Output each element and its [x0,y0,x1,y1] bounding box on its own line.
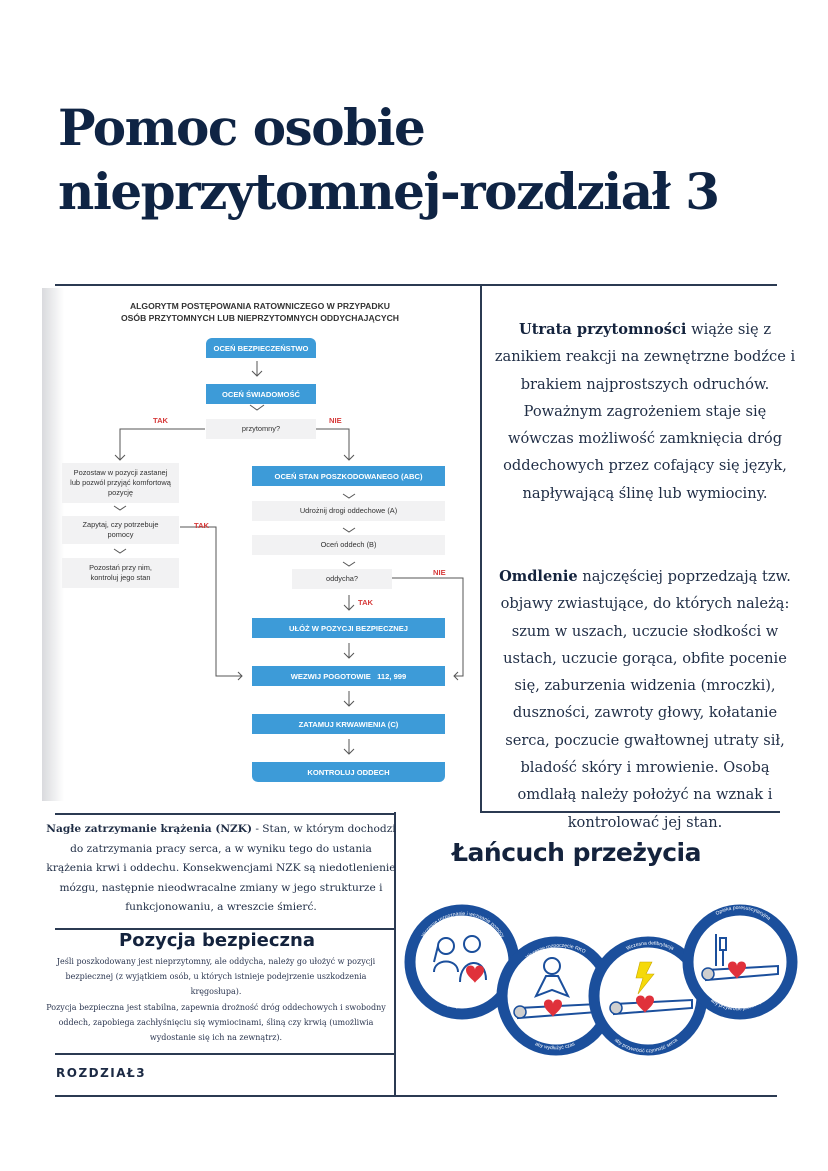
arrow-down-icon [344,691,354,706]
label-no: NIE [329,416,342,425]
unconsciousness-text: wiąże się z zanikiem reakcji na zewnętrzne bodźce i brakiem najprostszych odruchów. Poważnym zagrożeniem staje się wówczas możliwość zamknięcia dróg oddechowych przez cofający się język, napływającą ślinę lub wymiociny. [494,321,796,502]
step-assess-breathing: Oceń oddech (B) [252,535,445,555]
step-open-airway: Udrożnij drogi oddechowe (A) [252,501,445,521]
flowchart-title-line2: OSÓB PRZYTOMNYCH LUB NIEPRZYTOMNYCH ODDYCHAJĄCYCH [120,313,400,323]
flowchart-title-line1: ALGORYTM POSTĘPOWANIA RATOWNICZEGO W PRZYPADKU [129,301,391,311]
rescue-algorithm-flowchart [42,288,478,801]
chain-link-4-top-label: Opieka poresuscytacyjna [714,905,772,922]
page-title-line2: nieprzytomnej-rozdział 3 [58,162,719,221]
page-title-line1: Pomoc osobie [58,98,425,157]
recovery-position-text [46,954,386,1045]
recovery-position-heading: Pozycja bezpieczna [119,930,315,951]
nzk-text: - Stan, w którym dochodzi do zatrzymania pracy serca, a w wyniku tego do ustania krążenia krwi i oddechu. Konsekwencjami NZK są niedotlenienie mózgu, następnie nieodwracalne zmiany w jego strukturze i funkcjonowaniu, a wreszcie śmierć. [46,823,396,913]
left-step-ask-help: Zapytaj, czy potrzebuje pomocy [62,516,179,544]
divider-position-bottom [55,1053,395,1055]
step-assess-abc: OCEŃ STAN POSZKODOWANEGO (ABC) [252,466,445,486]
arrow-down-icon [344,595,354,610]
arrow-down-icon [344,739,354,754]
label-yes: TAK [194,521,210,530]
chain-link-4 [688,905,792,1014]
chevron-down-icon [343,494,355,498]
chapter-label: ROZDZIAŁ3 [56,1066,147,1080]
divider-bottom [55,1095,777,1097]
chain-link-4-bottom-label: aby przywrócić jakość życia [709,994,769,1013]
chevron-down-icon [114,506,126,510]
fainting-paragraph [492,563,798,836]
chain-link-3-top-label: Wczesna defibrylacja [625,940,675,952]
recovery-position-para2: Pozycja bezpieczna jest stabilna, zapewnia drożność dróg oddechowych i swobodny oddech, zapobiega zachłyśnięciu się wymiocinami, śliną czy krwią (umożliwia wydostanie się ich na zewnątrz). [46,1002,386,1043]
left-step-keep-position: Pozostaw w pozycji zastanej lub pozwól przyjąć komfortową pozycję [62,463,179,503]
head-icon [610,1002,622,1014]
step-monitor-breathing: KONTROLUJ ODDECH [252,762,445,782]
step-recovery-position: UŁÓŻ W POZYCJI BEZPIECZNEJ [252,618,445,638]
divider-left-under-flow [55,813,395,815]
fainting-text: najczęściej poprzedzają tzw. objawy zwiastujące, do których należą: szum w uszach, uczucie słodkości w ustach, uczucie gorąca, obfite pocenie się, zaburzenia widzenia (mroczki), duszności, zawroty głowy, kołatanie serca, poczucie gwałtownej utraty sił, bladość skóry i mrowienie. Osobą omdlałą należy położyć na wznak i kontrolować jej stan. [500,568,791,831]
nzk-term: Nagłe zatrzymanie krążenia (NZK) [46,823,252,835]
head-icon [702,968,714,980]
chain-link-2-top-label: Wczesne rozpoczęcie RKO [524,942,587,961]
chain-link-1-top-label: Wczesne rozpoznanie i wezwanie pomocy [420,910,506,939]
chain-of-survival-graphic [400,900,800,1070]
chevron-down-icon [114,549,126,553]
chain-of-survival-heading: Łańcuch przeżycia [452,838,701,867]
page-title [58,96,719,224]
step-call-emergency: WEZWIJ POGOTOWIE 112, 999 [252,666,445,686]
step-assess-consciousness: OCEŃ ŚWIADOMOŚĆ [206,384,316,404]
label-yes: TAK [358,598,374,607]
unconsciousness-term: Utrata przytomności [518,321,687,338]
step-assess-safety: OCEŃ BEZPIECZEŃSTWO [206,338,316,358]
chain-link-3-bottom-label: aby przywrócić czynność serca [613,1037,679,1055]
connector-yes-left [120,429,205,460]
question-conscious: przytomny? [206,419,316,439]
chevron-down-icon [343,562,355,566]
label-yes: TAK [153,416,169,425]
connector-yes-to-call [180,527,242,676]
divider-vertical-upper [480,284,482,812]
chevron-down-icon [250,405,264,410]
arrow-down-icon [344,643,354,658]
recovery-position-para1: Jeśli poszkodowany jest nieprzytomny, ale oddycha, należy go ułożyć w pozycji bezpiecznej (z wyjątkiem osób, u których istnieje podejrzenie uszkodzenia kręgosłupa). [56,957,376,997]
arrow-down-icon [252,361,262,376]
chain-link-1-bottom-label: aby zapobiec NZK [441,999,483,1011]
left-step-stay-monitor: Pozostań przy nim, kontroluj jego stan [62,558,179,588]
head-icon [514,1006,526,1018]
label-no: NIE [433,568,446,577]
chain-link-2-bottom-label: aby wydłużyć czas [534,1041,576,1052]
fainting-term: Omdlenie [499,568,578,585]
step-stop-bleeding: ZATAMUJ KRWAWIENIA (C) [252,714,445,734]
unconsciousness-paragraph [492,316,798,507]
nzk-paragraph [46,820,396,918]
divider-top [55,284,777,286]
chevron-down-icon [343,528,355,532]
question-breathing: oddycha? [292,569,392,589]
